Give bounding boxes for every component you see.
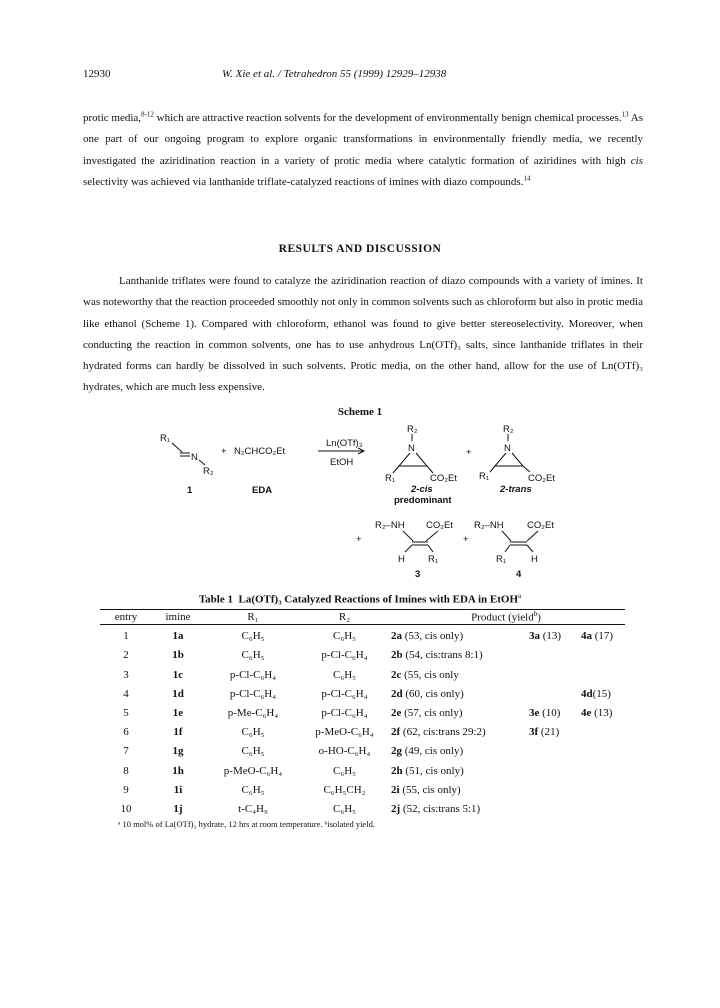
product-2-cell xyxy=(387,624,525,646)
product-2-yield: (62, cis:trans 29:2) xyxy=(400,726,486,739)
trans-r1: R₁ xyxy=(479,471,490,482)
imine-cell: 1i xyxy=(173,783,183,796)
table-row xyxy=(100,624,625,646)
product-2-id: 2a xyxy=(391,630,402,643)
enamine4-co2et: CO₂Et xyxy=(527,520,554,531)
table-row xyxy=(100,761,625,780)
plus-sign-1: + xyxy=(221,446,227,457)
entry-cell: 6 xyxy=(123,726,129,739)
r2-cell: C₆H₅ xyxy=(333,802,356,815)
product-4-cell xyxy=(577,780,625,799)
imine-cell: 1f xyxy=(173,726,183,739)
scheme-1-diagram xyxy=(0,420,720,580)
enamine4-r2nh: R₂–NH xyxy=(474,520,504,531)
cis-bond-r1 xyxy=(393,466,399,473)
product-3-cell xyxy=(525,684,577,703)
cis-n: N xyxy=(408,443,415,454)
imine-bond-r2 xyxy=(199,460,205,465)
r2-cell: p-Cl-C₆H₄ xyxy=(321,707,368,719)
product-2-id: 2g xyxy=(391,745,402,758)
table-caption-mark: a xyxy=(518,592,522,600)
table-row xyxy=(100,684,625,703)
cis-ring xyxy=(399,453,427,466)
imine-cell: 1e xyxy=(172,707,184,719)
product-3-cell xyxy=(525,742,577,761)
product-2-yield: (55, cis only) xyxy=(399,783,461,796)
product-4-cell xyxy=(577,799,625,818)
product-4-cell xyxy=(577,624,625,646)
section-heading: RESULTS AND DISCUSSION xyxy=(278,243,442,255)
product-id: 3a xyxy=(529,630,540,643)
product-2-id: 2i xyxy=(391,783,400,796)
entry-cell: 5 xyxy=(123,707,129,719)
entry-cell: 1 xyxy=(123,630,129,643)
enamine4-bond-h xyxy=(527,545,533,552)
trans-bond-r1 xyxy=(490,466,495,472)
product-2-id: 2c xyxy=(391,668,402,681)
r2-cell: C₆H₅CH₂ xyxy=(323,783,366,796)
r1-cell: t-C₄H₉ xyxy=(238,802,268,815)
product-id: 4e xyxy=(581,707,592,719)
ref-14: 14 xyxy=(523,174,531,183)
cis-predominant: predominant xyxy=(394,495,452,506)
table-row xyxy=(100,799,625,818)
product-4-cell xyxy=(577,703,625,722)
product-4-cell xyxy=(577,742,625,761)
enamine3-bond-nh xyxy=(403,531,413,541)
r2-cell: p-Cl-C₆H₄ xyxy=(321,649,368,662)
r1-cell: p-Cl-C₆H₄ xyxy=(229,668,277,681)
results-table xyxy=(100,609,625,819)
table-row xyxy=(100,646,625,665)
product-4-cell xyxy=(577,684,625,703)
table-header-row xyxy=(100,610,625,625)
product-4-cell xyxy=(577,723,625,742)
r2-cell: p-Cl-C₆H₄ xyxy=(321,687,368,700)
product-2-cell xyxy=(387,742,525,761)
product-yield: (13) xyxy=(540,630,562,643)
trans-label: 2-trans xyxy=(500,484,532,495)
entry-cell: 7 xyxy=(123,745,129,758)
product-2-yield: (57, cis only) xyxy=(401,707,463,719)
cis-r1: R₁ xyxy=(385,473,396,484)
r2-cell: p-MeO-C₆H₄ xyxy=(315,726,374,739)
product-2-id: 2f xyxy=(391,726,401,739)
product-2-cell xyxy=(387,703,525,722)
intro-text-1: protic media, xyxy=(83,112,142,124)
ref-13: 13 xyxy=(621,110,629,119)
product-2-cell xyxy=(387,799,525,818)
product-2-yield: (54, cis:trans 8:1) xyxy=(402,649,483,662)
product-id: 4d xyxy=(581,687,593,700)
r1-cell: p-Me-C₆H₄ xyxy=(227,707,279,719)
imine-n: N xyxy=(191,452,198,463)
enamine4-bond-nh xyxy=(502,531,511,541)
trans-r2: R₂ xyxy=(503,424,514,435)
r1-cell: C₆H₅ xyxy=(241,745,265,758)
table-row xyxy=(100,665,625,684)
imine-cell: 1h xyxy=(172,764,184,777)
imine-cell: 1d xyxy=(172,687,184,700)
table-footnote: ᵃ 10 mol% of La(OTf)₃ hydrate, 12 hrs at room temperature. ᵇisolated yield. xyxy=(118,819,375,829)
trans-co2et: CO₂Et xyxy=(528,473,555,484)
imine-cell: 1g xyxy=(172,745,184,758)
table-row xyxy=(100,723,625,742)
cis-label: 2-cis xyxy=(411,484,433,495)
eda-formula: N₂CHCO₂Et xyxy=(234,446,286,457)
entry-cell: 8 xyxy=(123,764,129,777)
scheme-title: Scheme 1 xyxy=(337,406,383,418)
r1-cell: p-MeO-C₆H₄ xyxy=(223,764,283,777)
product-3-cell xyxy=(525,703,577,722)
imine-label-1: 1 xyxy=(187,485,193,496)
product-2-cell xyxy=(387,646,525,665)
enamine3-bond-h xyxy=(405,545,412,552)
product-yield: (10) xyxy=(539,707,561,719)
ref-8-12: 8-12 xyxy=(141,110,154,119)
product-2-cell xyxy=(387,780,525,799)
product-2-cell xyxy=(387,761,525,780)
results-paragraph: Lanthanide triflates were found to catalyze the aziridination reaction of diazo compounds with a variety of imines. It was noteworthy that the reaction proceeded smoothly not only in common solvents such as chloroform but also in protic media like ethanol (Scheme 1). Compared with chloroform, ethanol was found to give better stereoselectivity. Moreover, when conducting the reaction in common solvents, one has to use anhydrous Ln(OTf)₃ salts, since lanthanide triflates in their hydrated forms can hardly be dissolved in such solvents. Protic media, on the other hand, allow for the use of Ln(OTf)₃ hydrates, which are much less expensive. xyxy=(83,275,643,394)
enamine3-bond-r1 xyxy=(428,545,433,552)
product-2-id: 2j xyxy=(391,802,401,815)
trans-bond-co2et xyxy=(523,466,530,472)
enamine4-h: H xyxy=(531,554,538,565)
col-product-close: ) xyxy=(537,611,541,624)
page-number: 12930 xyxy=(83,68,111,80)
intro-paragraph xyxy=(83,108,643,193)
plus-sign-4: + xyxy=(463,534,469,545)
entry-cell: 10 xyxy=(120,802,132,815)
trans-n: N xyxy=(504,443,511,454)
imine-cell: 1a xyxy=(172,630,184,643)
enamine4-label: 4 xyxy=(516,569,522,580)
product-2-yield: (51, cis only) xyxy=(402,764,464,777)
product-id: 4a xyxy=(581,630,592,643)
cis-italic: cis xyxy=(630,154,643,167)
product-2-id: 2b xyxy=(391,649,403,662)
entry-cell: 4 xyxy=(123,687,129,700)
product-2-yield: (55, cis only xyxy=(401,668,459,681)
product-3-cell xyxy=(525,624,577,646)
imine-r1: R₁ xyxy=(160,433,171,444)
product-3-cell xyxy=(525,723,577,742)
enamine4-r1: R₁ xyxy=(496,554,507,565)
r2-cell: C₆H₅ xyxy=(333,764,356,777)
imine-bond-r1 xyxy=(172,443,182,452)
r1-cell: C₆H₅ xyxy=(241,649,265,662)
r2-cell: C₆H₅ xyxy=(333,668,356,681)
catalyst-label: Ln(OTf)₃ xyxy=(326,438,363,449)
product-2-id: 2e xyxy=(391,707,402,719)
plus-sign-3: + xyxy=(356,534,362,545)
imine-cell: 1c xyxy=(172,668,184,681)
enamine3-bond-ester xyxy=(426,531,438,541)
table-caption xyxy=(0,592,720,606)
product-yield: (15) xyxy=(592,687,611,700)
cis-bond-co2et xyxy=(427,466,433,473)
r1-cell: p-Cl-C₆H₄ xyxy=(229,687,277,700)
product-id: 3e xyxy=(529,707,540,719)
enamine3-label: 3 xyxy=(415,569,421,580)
product-3-cell xyxy=(525,646,577,665)
enamine4-bond-r1 xyxy=(505,545,510,552)
table-caption-label: Table 1 xyxy=(198,593,233,606)
table-row xyxy=(100,780,625,799)
product-2-id: 2d xyxy=(391,687,403,700)
col-entry: entry xyxy=(100,610,152,625)
product-2-yield: (49, cis only) xyxy=(402,745,464,758)
product-2-yield: (53, cis only) xyxy=(402,630,464,643)
product-2-id: 2h xyxy=(391,764,403,777)
table-row xyxy=(100,703,625,722)
product-4-cell xyxy=(577,646,625,665)
entry-cell: 9 xyxy=(123,783,129,796)
product-2-cell xyxy=(387,723,525,742)
col-r1: R₁ xyxy=(204,610,302,625)
r1-cell: C₆H₅ xyxy=(241,726,265,739)
product-yield: (13) xyxy=(591,707,613,719)
product-4-cell xyxy=(577,761,625,780)
intro-text-4: selectivity was achieved via lanthanide triflate-catalyzed reactions of imines with diazo compounds. xyxy=(83,175,524,188)
intro-text-3: As one part of our ongoing program to explore organic transformations in environmentally friendly media, we recently investigated the aziridination reaction in a variety of protic media where catalytic formation of aziridines with high xyxy=(83,112,643,167)
intro-text-2: which are attractive reaction solvents for the development of environmentally benign chemical processes. xyxy=(153,112,622,124)
product-3-cell xyxy=(525,761,577,780)
product-2-cell xyxy=(387,684,525,703)
product-3-cell xyxy=(525,799,577,818)
enamine3-h: H xyxy=(398,554,405,565)
product-4-cell xyxy=(577,665,625,684)
eda-label: EDA xyxy=(252,485,273,496)
imine-r2: R₂ xyxy=(203,466,214,477)
col-r2: R₂ xyxy=(302,610,387,625)
running-header-citation: W. Xie et al. / Tetrahedron 55 (1999) 12929–12938 xyxy=(222,68,447,80)
enamine3-r1: R₁ xyxy=(428,554,439,565)
product-yield: (17) xyxy=(592,630,614,643)
entry-cell: 2 xyxy=(123,649,129,662)
col-product xyxy=(387,610,625,625)
r2-cell: o-HO-C₆H₄ xyxy=(318,745,371,758)
product-2-cell xyxy=(387,665,525,684)
plus-sign-2: + xyxy=(466,447,472,458)
imine-cell: 1j xyxy=(173,802,183,815)
product-2-yield: (52, cis:trans 5:1) xyxy=(400,802,481,815)
product-3-cell xyxy=(525,665,577,684)
product-3-cell xyxy=(525,780,577,799)
imine-cell: 1b xyxy=(172,649,184,662)
table-caption-text: La(OTf)₃ Catalyzed Reactions of Imines with EDA in EtOH xyxy=(238,593,519,606)
enamine4-bond-ester xyxy=(527,531,538,541)
entry-cell: 3 xyxy=(123,668,129,681)
r1-cell: C₆H₅ xyxy=(241,783,265,796)
enamine3-co2et: CO₂Et xyxy=(426,520,453,531)
r1-cell: C₆H₅ xyxy=(241,630,265,643)
product-id: 3f xyxy=(529,726,539,739)
table-row xyxy=(100,742,625,761)
trans-ring xyxy=(495,453,523,466)
product-yield: (21) xyxy=(538,726,560,739)
cis-r2: R₂ xyxy=(407,424,418,435)
col-imine: imine xyxy=(152,610,204,625)
cis-co2et: CO₂Et xyxy=(430,473,457,484)
product-2-yield: (60, cis only) xyxy=(402,687,464,700)
enamine3-r2nh: R₂–NH xyxy=(375,520,405,531)
r2-cell: C₆H₅ xyxy=(333,630,356,643)
col-product-mark: b xyxy=(533,610,538,618)
solvent-label: EtOH xyxy=(330,457,354,468)
col-product-label: Product (yield xyxy=(471,611,534,624)
